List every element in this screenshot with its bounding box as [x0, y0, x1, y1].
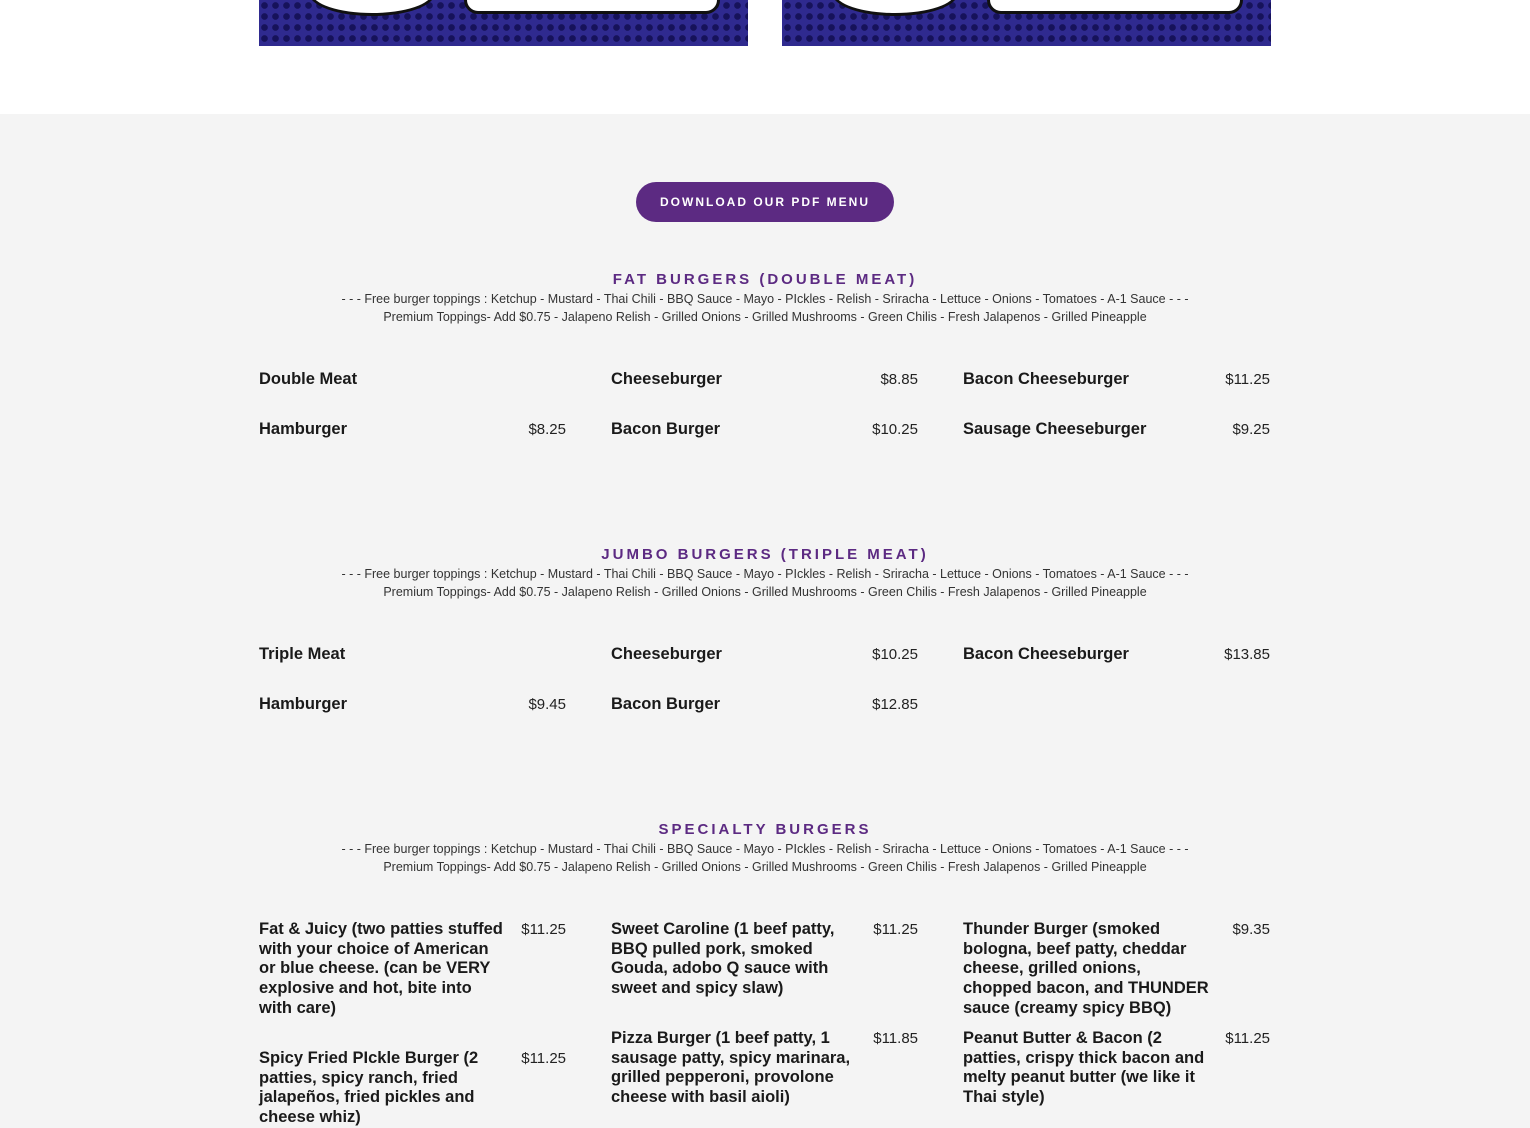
- menu-item: [611, 695, 918, 715]
- menu-item: [611, 920, 918, 999]
- item-price: $13.85: [1224, 646, 1270, 663]
- promo-banner-image[interactable]: [782, 0, 1271, 46]
- item-name: Double Meat: [259, 370, 358, 388]
- toppings-premium: Premium Toppings- Add $0.75 - Jalapeno Relish - Grilled Onions - Grilled Mushrooms - Green Chilis - Fresh Jalapenos - Grilled Pineapple: [383, 310, 1147, 324]
- item-name: Hamburger: [259, 420, 348, 438]
- menu-item: [611, 420, 918, 440]
- item-price: $11.85: [873, 1030, 918, 1047]
- comic-bubble-graphic: [832, 0, 958, 16]
- menu-item: [963, 1029, 1270, 1108]
- item-price: $8.25: [528, 421, 566, 438]
- menu-section-jumbo-burgers: [259, 546, 1271, 601]
- item-name: Triple Meat: [259, 645, 346, 663]
- item-price: $9.45: [528, 696, 566, 713]
- menu-item: [611, 645, 918, 665]
- menu-item: [259, 1049, 566, 1128]
- comic-caption-graphic: [987, 0, 1243, 14]
- section-title: JUMBO BURGERS (TRIPLE MEAT): [601, 546, 929, 563]
- item-name: Bacon Burger: [611, 420, 721, 438]
- menu-item: [259, 370, 566, 390]
- download-pdf-menu-button[interactable]: DOWNLOAD OUR PDF MENU: [636, 182, 894, 222]
- item-name: Bacon Cheeseburger: [963, 370, 1129, 388]
- item-name: Spicy Fried PIckle Burger (2 patties, spicy ranch, fried jalapeños, fried pickles and cheese whiz): [259, 1049, 479, 1127]
- item-price: $8.85: [880, 371, 918, 388]
- menu-section-fat-burgers: [259, 271, 1271, 326]
- item-price: $11.25: [1225, 1030, 1270, 1047]
- item-name: Bacon Cheeseburger: [963, 645, 1129, 663]
- menu-item: [259, 920, 566, 1019]
- top-band: [0, 0, 1530, 114]
- item-price: $11.25: [1225, 371, 1270, 388]
- menu-item: [963, 420, 1270, 440]
- item-name: Thunder Burger (smoked bologna, beef patty, cheddar cheese, grilled onions, chopped bacon, and THUNDER sauce (creamy spicy BBQ): [963, 920, 1209, 1017]
- comic-caption-graphic: [464, 0, 720, 14]
- comic-bubble-graphic: [309, 0, 435, 16]
- item-price: $12.85: [872, 696, 918, 713]
- menu-item: [611, 1029, 918, 1108]
- item-price: $9.35: [1232, 921, 1270, 938]
- item-price: $11.25: [873, 921, 918, 938]
- item-name: Sweet Caroline (1 beef patty, BBQ pulled pork, smoked Gouda, adobo Q sauce with sweet and spicy slaw): [611, 920, 835, 998]
- item-price: $9.25: [1232, 421, 1270, 438]
- item-name: Pizza Burger (1 beef patty, 1 sausage patty, spicy marinara, grilled pepperoni, provolone cheese with basil aioli): [611, 1029, 851, 1107]
- item-name: Cheeseburger: [611, 370, 722, 388]
- menu-item: [963, 645, 1270, 665]
- menu-item: [259, 695, 566, 715]
- toppings-premium: Premium Toppings- Add $0.75 - Jalapeno Relish - Grilled Onions - Grilled Mushrooms - Green Chilis - Fresh Jalapenos - Grilled Pineapple: [383, 860, 1147, 874]
- menu-item: [611, 370, 918, 390]
- toppings-free: - - - Free burger toppings : Ketchup - Mustard - Thai Chili - BBQ Sauce - Mayo - PIckles - Relish - Sriracha - Lettuce - Onions - Tomatoes - A-1 Sauce - - -: [341, 567, 1189, 581]
- toppings-free: - - - Free burger toppings : Ketchup - Mustard - Thai Chili - BBQ Sauce - Mayo - PIckles - Relish - Sriracha - Lettuce - Onions - Tomatoes - A-1 Sauce - - -: [341, 292, 1189, 306]
- item-price: $10.25: [872, 421, 918, 438]
- item-name: Sausage Cheeseburger: [963, 420, 1147, 438]
- menu-item: [963, 920, 1270, 1019]
- toppings-free: - - - Free burger toppings : Ketchup - Mustard - Thai Chili - BBQ Sauce - Mayo - PIckles - Relish - Sriracha - Lettuce - Onions - Tomatoes - A-1 Sauce - - -: [341, 842, 1189, 856]
- promo-banner-image[interactable]: [259, 0, 748, 46]
- section-title: FAT BURGERS (DOUBLE MEAT): [612, 271, 918, 288]
- item-name: Bacon Burger: [611, 695, 721, 713]
- item-name: Cheeseburger: [611, 645, 722, 663]
- menu-item: [963, 370, 1270, 390]
- item-price: $11.25: [521, 921, 566, 938]
- menu-item: [259, 420, 566, 440]
- item-name: Peanut Butter & Bacon (2 patties, crispy thick bacon and melty peanut butter (we like it Thai style): [963, 1029, 1205, 1107]
- item-price: $10.25: [872, 646, 918, 663]
- menu-section-specialty-burgers: [259, 821, 1271, 876]
- section-title: SPECIALTY BURGERS: [658, 821, 872, 838]
- item-price: $11.25: [521, 1050, 566, 1067]
- toppings-premium: Premium Toppings- Add $0.75 - Jalapeno Relish - Grilled Onions - Grilled Mushrooms - Green Chilis - Fresh Jalapenos - Grilled Pineapple: [383, 585, 1147, 599]
- item-name: Hamburger: [259, 695, 348, 713]
- item-name: Fat & Juicy (two patties stuffed with your choice of American or blue cheese. (can be VERY explosive and hot, bite into with care): [259, 920, 503, 1017]
- menu-item: [259, 645, 566, 665]
